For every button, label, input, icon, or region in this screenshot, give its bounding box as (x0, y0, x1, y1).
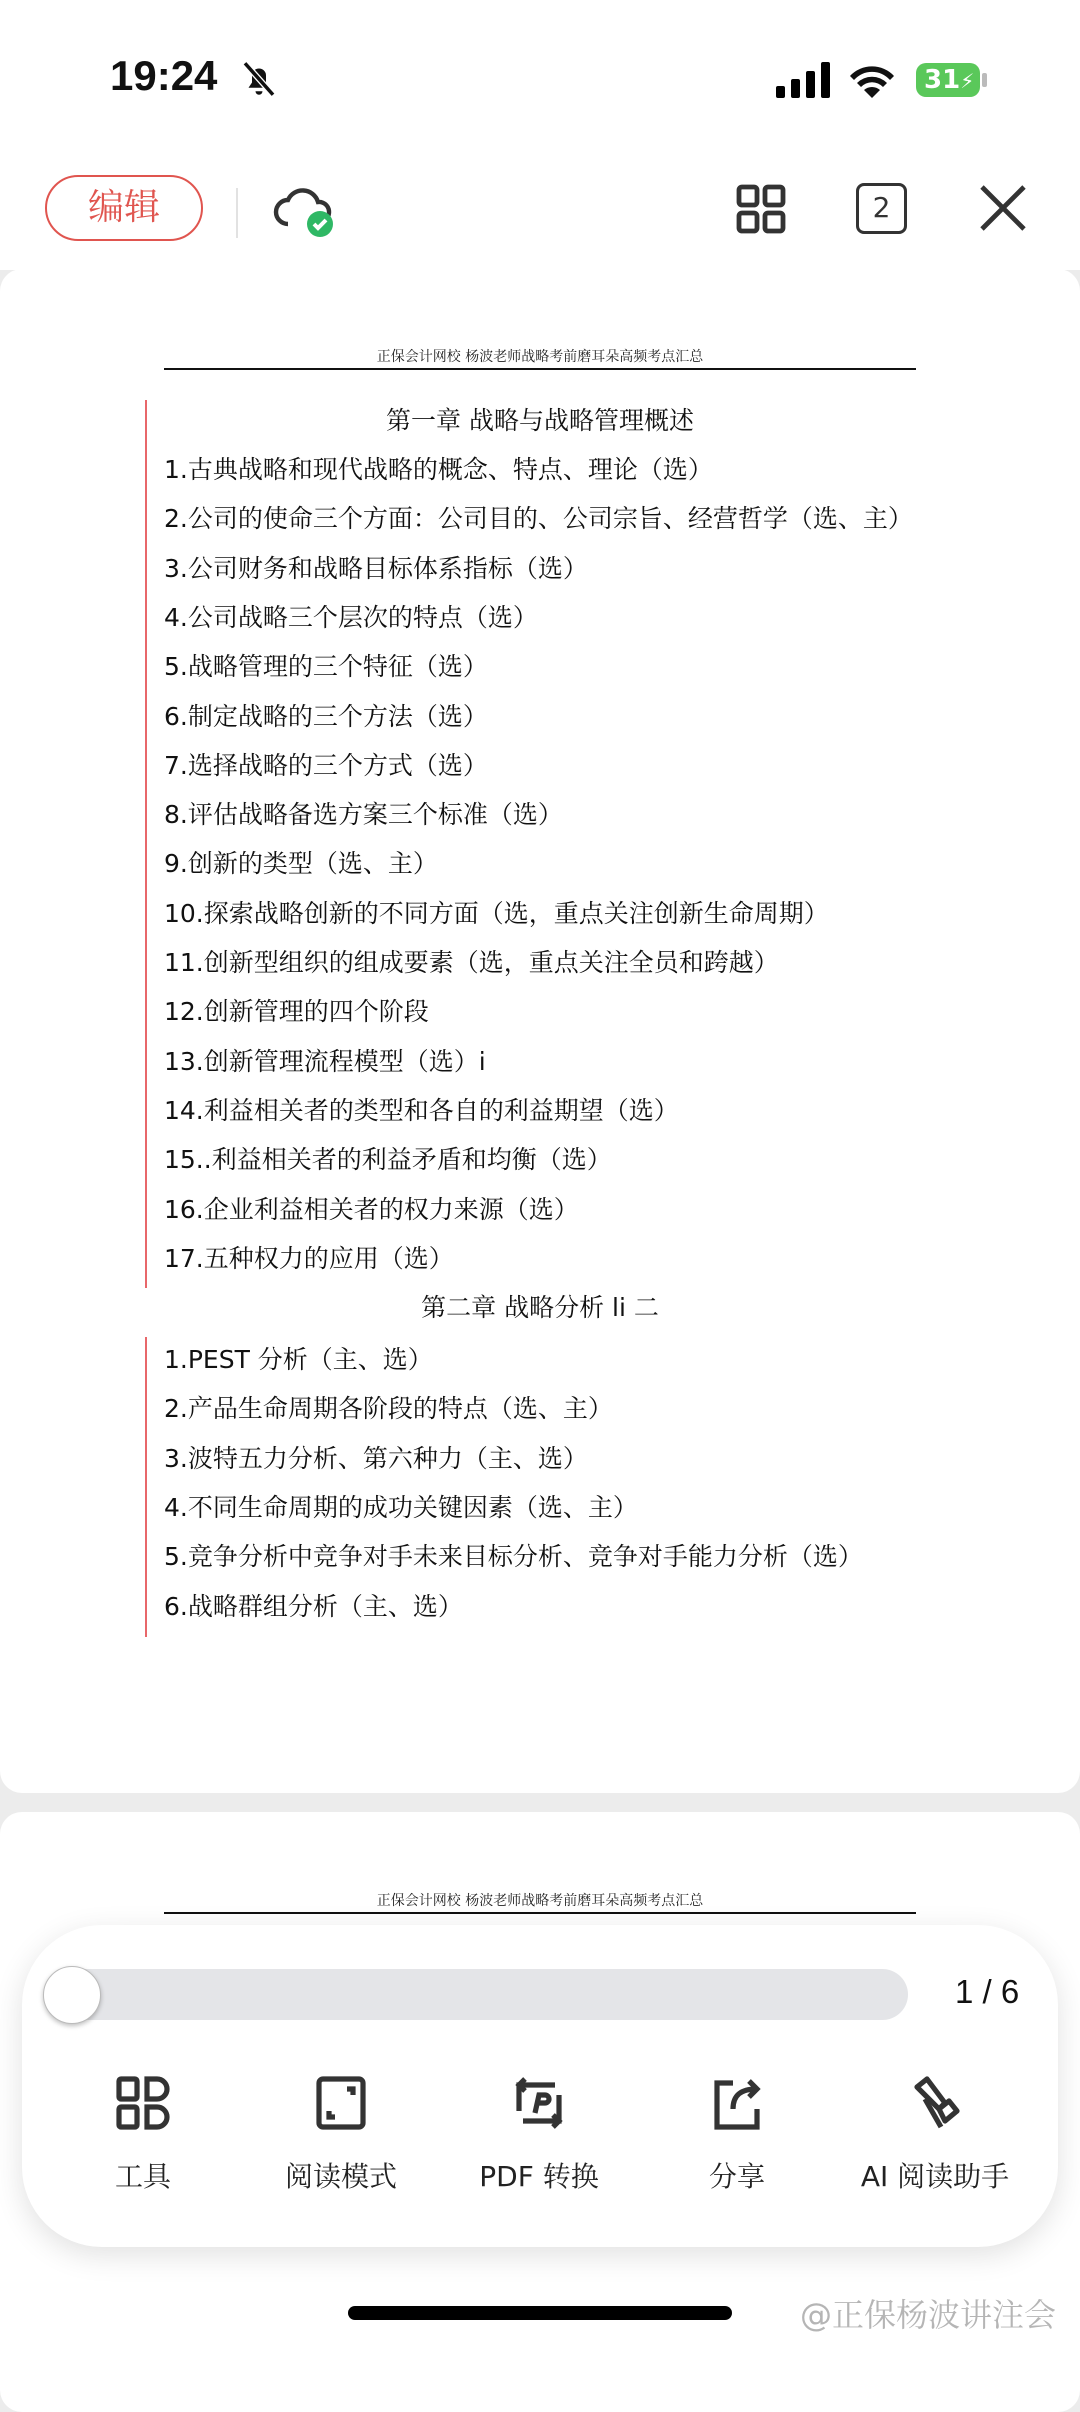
tools-button[interactable] (48, 2075, 238, 2195)
watermark: @正保杨波讲注会 (800, 2296, 1057, 2334)
tools-icon (115, 2075, 171, 2131)
pdf-convert-label: PDF 转换 (479, 2160, 599, 2193)
list-item: 11.创新型组织的组成要素（选，重点关注全员和跨越） (164, 948, 779, 977)
list-item: 4.公司战略三个层次的特点（选） (164, 602, 538, 632)
margin-mark (145, 400, 147, 1288)
header-rule (164, 368, 916, 370)
reading-mode-icon (313, 2075, 369, 2131)
list-item: 9.创新的类型（选、主） (164, 849, 438, 879)
battery-cap (982, 73, 987, 87)
list-item: 1.PEST 分析（主、选） (164, 1345, 433, 1374)
share-button[interactable] (642, 2075, 832, 2195)
chapter-title: 第一章 战略与战略管理概述 (386, 406, 694, 435)
list-item: 3.公司财务和战略目标体系指标（选） (164, 553, 588, 583)
page-slider[interactable] (45, 1969, 908, 2020)
list-item: 16.企业利益相关者的权力来源（选） (164, 1194, 579, 1224)
page-header: 正保会计网校 杨波老师战略考前磨耳朵高频考点汇总 (376, 349, 704, 365)
reading-mode-label: 阅读模式 (284, 2160, 397, 2193)
list-item: 5.竞争分析中竞争对手未来目标分析、竞争对手能力分析（选） (164, 1542, 863, 1572)
list-item: 5.战略管理的三个特征（选） (164, 652, 488, 682)
list-item: 3.波特五力分析、第六种力（主、选） (164, 1443, 588, 1473)
page-indicator: 1 / 6 (955, 1973, 1020, 2010)
tabs-count-button[interactable] (856, 183, 907, 234)
grid-view-icon[interactable] (735, 183, 787, 235)
ai-assistant-label: AI 阅读助手 (860, 2160, 1010, 2193)
header-rule (164, 1912, 916, 1914)
share-label: 分享 (708, 2160, 765, 2193)
list-item: 14.利益相关者的类型和各自的利益期望（选） (164, 1095, 679, 1125)
list-item: 10.探索战略创新的不同方面（选，重点关注创新生命周期） (164, 898, 829, 928)
ai-assistant-icon (907, 2075, 963, 2131)
battery-indicator (916, 63, 980, 97)
status-time: 19:24 (110, 52, 218, 99)
page-header: 正保会计网校 杨波老师战略考前磨耳朵高频考点汇总 (376, 1893, 704, 1909)
pdf-convert-button[interactable] (444, 2075, 634, 2195)
list-item: 2.公司的使命三个方面：公司目的、公司宗旨、经营哲学（选、主） (164, 504, 913, 534)
close-icon[interactable] (978, 183, 1028, 233)
edit-button[interactable]: 编辑 (45, 175, 203, 241)
list-item: 1.古典战略和现代战略的概念、特点、理论（选） (164, 455, 713, 484)
share-icon (709, 2075, 765, 2131)
list-item: 2.产品生命周期各阶段的特点（选、主） (164, 1394, 613, 1424)
home-indicator[interactable] (348, 2306, 732, 2320)
list-item: 7.选择战略的三个方式（选） (164, 750, 488, 780)
chapter-title: 第二章 战略分析 li 二 (421, 1293, 659, 1322)
battery-level: 31 (924, 65, 961, 95)
list-item: 4.不同生命周期的成功关键因素（选、主） (164, 1492, 638, 1522)
charging-bolt-icon: ⚡ (960, 69, 975, 93)
list-item: 8.评估战略备选方案三个标准（选） (164, 800, 563, 830)
reading-mode-button[interactable] (246, 2075, 436, 2195)
list-item: 6.制定战略的三个方法（选） (164, 701, 488, 731)
tools-label: 工具 (114, 2160, 171, 2193)
page-slider-handle[interactable] (43, 1966, 101, 2024)
margin-mark (145, 1337, 147, 1637)
list-item: 6.战略群组分析（主、选） (164, 1591, 463, 1621)
wifi-icon (848, 60, 896, 98)
ai-assistant-button[interactable] (840, 2075, 1030, 2195)
list-item: 12.创新管理的四个阶段 (164, 997, 429, 1027)
list-item: 15..利益相关者的利益矛盾和均衡（选） (164, 1145, 612, 1175)
pdf-convert-icon (511, 2075, 567, 2131)
list-item: 17.五种权力的应用（选） (164, 1243, 454, 1273)
bell-slash-icon (238, 58, 280, 100)
status-bar (0, 0, 1080, 150)
toolbar-divider (236, 188, 238, 238)
tabs-count: 2 (872, 191, 891, 224)
cloud-synced-icon[interactable] (272, 180, 338, 240)
signal-icon (776, 62, 830, 98)
list-item: 13.创新管理流程模型（选）i (164, 1046, 486, 1076)
